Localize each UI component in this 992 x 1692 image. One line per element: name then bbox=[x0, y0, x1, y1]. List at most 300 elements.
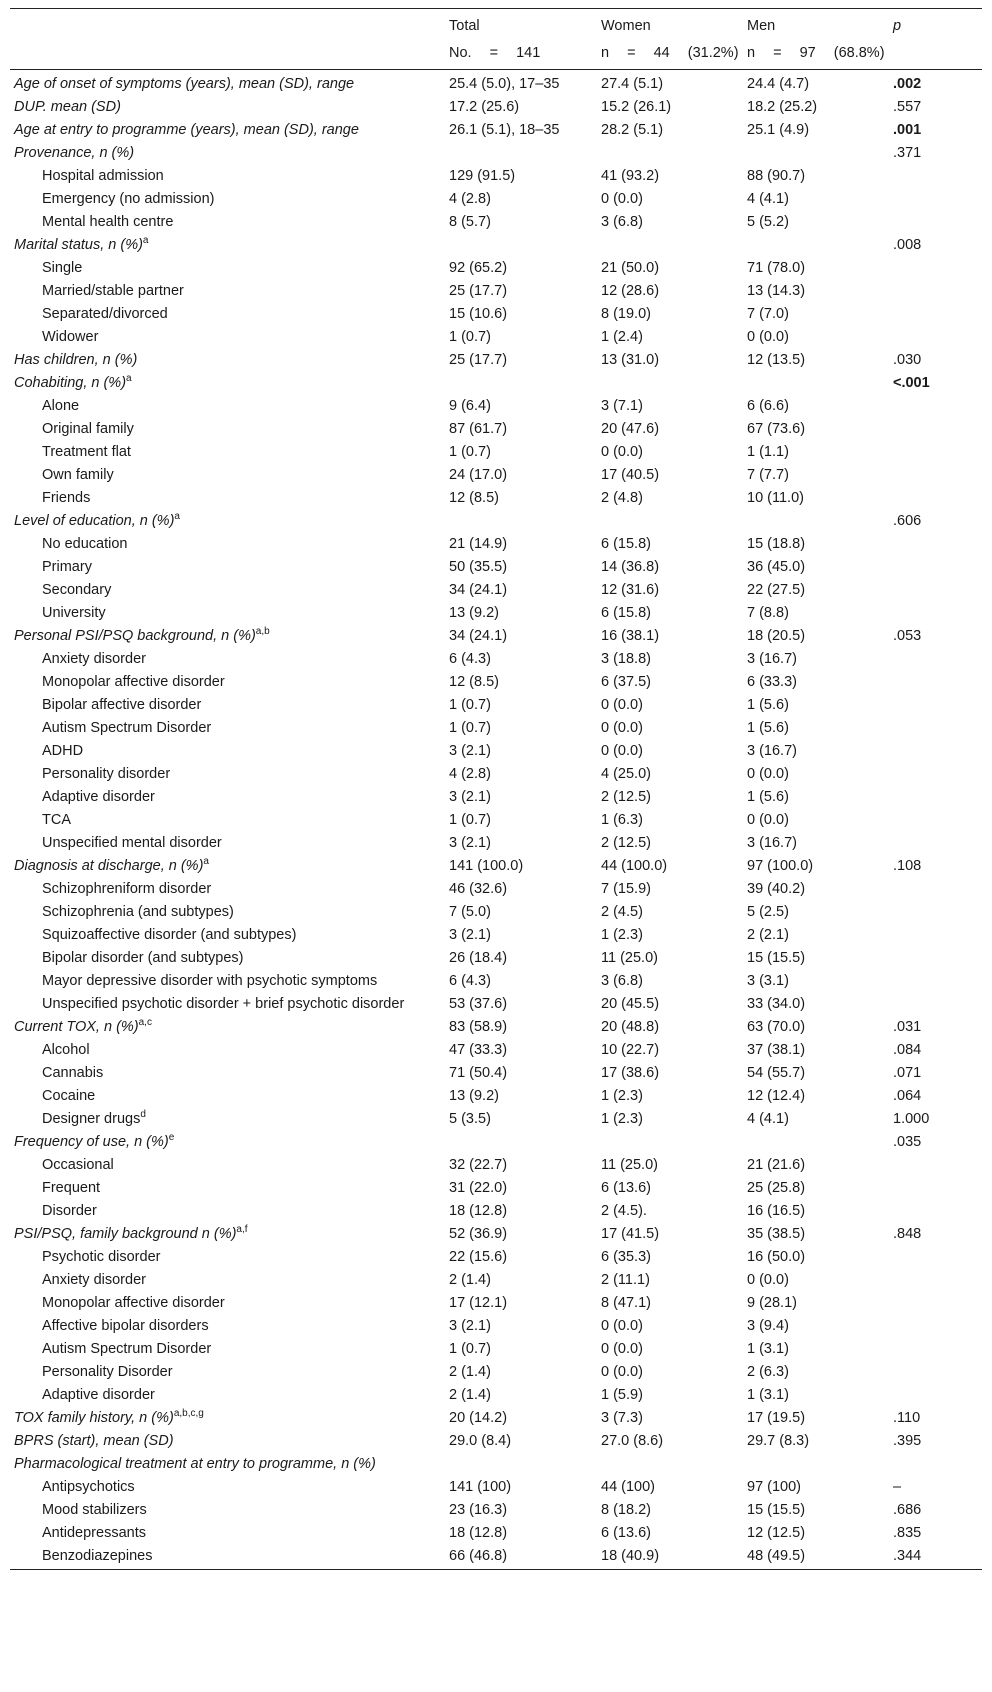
p-value: <.001 bbox=[893, 375, 930, 391]
row-label-text: Current TOX, n (%) bbox=[14, 1019, 139, 1035]
total-value: 1 (0.7) bbox=[449, 720, 491, 736]
row-label-text: Alone bbox=[42, 398, 80, 414]
total-value: 23 (16.3) bbox=[449, 1502, 508, 1518]
row-label-text: Benzodiazepines bbox=[42, 1548, 153, 1564]
count-cell-label bbox=[10, 36, 445, 70]
table-row bbox=[10, 257, 982, 280]
header-row-counts bbox=[10, 36, 982, 70]
total-value: 26.1 (5.1), 18–35 bbox=[449, 122, 560, 138]
table-row bbox=[10, 1085, 982, 1108]
men-value: 25.1 (4.9) bbox=[747, 122, 810, 138]
total-value: 141 (100.0) bbox=[449, 858, 524, 874]
women-value bbox=[597, 234, 743, 257]
header-row-columns bbox=[10, 9, 982, 37]
table-row bbox=[10, 878, 982, 901]
women-value: 44 (100.0) bbox=[601, 858, 668, 874]
men-value: 1 (5.6) bbox=[747, 720, 789, 736]
p-value bbox=[889, 211, 982, 234]
p-value bbox=[889, 1154, 982, 1177]
row-label bbox=[10, 1269, 445, 1292]
men-value: 7 (7.0) bbox=[747, 306, 789, 322]
p-value bbox=[889, 947, 982, 970]
row-label-text: Psychotic disorder bbox=[42, 1249, 161, 1265]
p-value bbox=[889, 809, 982, 832]
row-label bbox=[10, 1108, 445, 1131]
women-value: 17 (41.5) bbox=[601, 1226, 660, 1242]
men-value: 15 (15.5) bbox=[747, 1502, 806, 1518]
row-label bbox=[10, 1246, 445, 1269]
row-label-text: Single bbox=[42, 260, 83, 276]
men-value: 54 (55.7) bbox=[747, 1065, 806, 1081]
table-row bbox=[10, 1177, 982, 1200]
row-label bbox=[10, 142, 445, 165]
row-label-text: Personal PSI/PSQ background, n (%) bbox=[14, 628, 256, 644]
women-value: 2 (12.5) bbox=[601, 835, 651, 851]
women-value: 41 (93.2) bbox=[601, 168, 660, 184]
row-label bbox=[10, 1292, 445, 1315]
women-value: 18 (40.9) bbox=[597, 1545, 743, 1570]
row-label bbox=[10, 96, 445, 119]
women-value: 6 (13.6) bbox=[601, 1525, 651, 1541]
row-label-text: Antipsychotics bbox=[42, 1479, 135, 1495]
men-value: 67 (73.6) bbox=[747, 421, 806, 437]
men-value: 18 (20.5) bbox=[747, 628, 806, 644]
total-value: 34 (24.1) bbox=[449, 628, 508, 644]
row-label-text: Schizophreniform disorder bbox=[42, 881, 212, 897]
row-label bbox=[10, 1062, 445, 1085]
row-label-text: Anxiety disorder bbox=[42, 1272, 146, 1288]
men-value: 71 (78.0) bbox=[747, 260, 806, 276]
row-label bbox=[10, 947, 445, 970]
table-row bbox=[10, 234, 982, 257]
women-value: 0 (0.0) bbox=[601, 444, 643, 460]
total-value: 83 (58.9) bbox=[449, 1019, 508, 1035]
row-label-text: Autism Spectrum Disorder bbox=[42, 1341, 212, 1357]
row-label-text: Mood stabilizers bbox=[42, 1502, 147, 1518]
footnote-marker: a,f bbox=[236, 1224, 248, 1236]
p-value bbox=[889, 257, 982, 280]
women-value: 28.2 (5.1) bbox=[601, 122, 664, 138]
p-value: .002 bbox=[893, 76, 922, 92]
table-row bbox=[10, 970, 982, 993]
row-label bbox=[10, 878, 445, 901]
p-value: .064 bbox=[893, 1088, 922, 1104]
men-value: 6 (33.3) bbox=[747, 674, 797, 690]
row-label-text: Unspecified psychotic disorder + brief psychotic disorder bbox=[42, 996, 405, 1012]
row-label-text: Emergency (no admission) bbox=[42, 191, 215, 207]
total-value: 12 (8.5) bbox=[449, 490, 499, 506]
men-value: 39 (40.2) bbox=[747, 881, 806, 897]
row-label-text: Personality disorder bbox=[42, 766, 171, 782]
women-value: 17 (40.5) bbox=[601, 467, 660, 483]
women-value: 1 (2.3) bbox=[601, 1111, 643, 1127]
p-value: .053 bbox=[893, 628, 922, 644]
total-value: 17 (12.1) bbox=[449, 1295, 508, 1311]
count-cell-total: No. = 141 bbox=[445, 36, 597, 70]
row-label bbox=[10, 1131, 445, 1154]
row-label bbox=[10, 165, 445, 188]
men-value: 0 (0.0) bbox=[747, 1272, 789, 1288]
row-label bbox=[10, 1361, 445, 1384]
row-label bbox=[10, 326, 445, 349]
header-cell-label bbox=[10, 9, 445, 37]
women-value bbox=[597, 372, 743, 395]
table-row bbox=[10, 1338, 982, 1361]
row-label-text: Pharmacological treatment at entry to programme, n (%) bbox=[14, 1456, 376, 1472]
men-value: 24.4 (4.7) bbox=[747, 76, 810, 92]
men-value: 12 (12.5) bbox=[747, 1525, 806, 1541]
men-value: 3 (16.7) bbox=[747, 835, 797, 851]
table-row bbox=[10, 809, 982, 832]
table-row bbox=[10, 1039, 982, 1062]
total-value: 24 (17.0) bbox=[449, 467, 508, 483]
total-value: 1 (0.7) bbox=[449, 444, 491, 460]
table-row bbox=[10, 326, 982, 349]
row-label bbox=[10, 257, 445, 280]
row-label-text: Squizoaffective disorder (and subtypes) bbox=[42, 927, 297, 943]
women-value: 4 (25.0) bbox=[601, 766, 651, 782]
table-row bbox=[10, 165, 982, 188]
p-value bbox=[889, 924, 982, 947]
row-label-text: Age of onset of symptoms (years), mean (SD), range bbox=[14, 76, 355, 92]
men-value: 35 (38.5) bbox=[747, 1226, 806, 1242]
p-value bbox=[889, 763, 982, 786]
row-label bbox=[10, 740, 445, 763]
row-label-text: ADHD bbox=[42, 743, 84, 759]
table-row bbox=[10, 1223, 982, 1246]
row-label bbox=[10, 694, 445, 717]
row-label-text: BPRS (start), mean (SD) bbox=[14, 1433, 174, 1449]
row-label bbox=[10, 648, 445, 671]
total-value: 4 (2.8) bbox=[449, 191, 491, 207]
women-value: 16 (38.1) bbox=[601, 628, 660, 644]
men-value: 1 (1.1) bbox=[747, 444, 789, 460]
row-label-text: PSI/PSQ, family background n (%) bbox=[14, 1226, 237, 1242]
total-value: 15 (10.6) bbox=[449, 306, 508, 322]
row-label-text: TCA bbox=[42, 812, 71, 828]
p-value bbox=[889, 165, 982, 188]
p-value: .001 bbox=[893, 122, 922, 138]
row-label bbox=[10, 1039, 445, 1062]
p-value bbox=[889, 326, 982, 349]
table-row bbox=[10, 303, 982, 326]
row-label bbox=[10, 970, 445, 993]
row-label-text: Cannabis bbox=[42, 1065, 104, 1081]
row-label bbox=[10, 119, 445, 142]
men-value bbox=[743, 510, 889, 533]
row-label-text: Hospital admission bbox=[42, 168, 164, 184]
row-label bbox=[10, 901, 445, 924]
table-row bbox=[10, 602, 982, 625]
row-label bbox=[10, 579, 445, 602]
total-value: 47 (33.3) bbox=[449, 1042, 508, 1058]
total-value bbox=[445, 1131, 597, 1154]
row-label bbox=[10, 464, 445, 487]
row-label-text: Marital status, n (%) bbox=[14, 237, 143, 253]
table-row bbox=[10, 280, 982, 303]
count-cell-p bbox=[889, 36, 982, 70]
row-label bbox=[10, 1315, 445, 1338]
row-label bbox=[10, 1085, 445, 1108]
women-value: 20 (45.5) bbox=[601, 996, 660, 1012]
table-row bbox=[10, 924, 982, 947]
total-value bbox=[445, 234, 597, 257]
total-value: 32 (22.7) bbox=[449, 1157, 508, 1173]
total-value: 1 (0.7) bbox=[449, 1341, 491, 1357]
women-value: 13 (31.0) bbox=[601, 352, 660, 368]
women-value: 20 (47.6) bbox=[601, 421, 660, 437]
women-value: 3 (18.8) bbox=[601, 651, 651, 667]
table-row bbox=[10, 441, 982, 464]
men-value: 21 (21.6) bbox=[747, 1157, 806, 1173]
row-label-text: Occasional bbox=[42, 1157, 114, 1173]
table-row bbox=[10, 487, 982, 510]
women-value: 0 (0.0) bbox=[601, 1318, 643, 1334]
men-value: 88 (90.7) bbox=[747, 168, 806, 184]
p-value bbox=[889, 1453, 982, 1476]
row-label bbox=[10, 234, 445, 257]
footnote-marker: a bbox=[126, 373, 132, 385]
table-row bbox=[10, 211, 982, 234]
women-value: 3 (7.3) bbox=[601, 1410, 643, 1426]
women-value: 11 (25.0) bbox=[601, 950, 658, 966]
row-label bbox=[10, 832, 445, 855]
total-value: 8 (5.7) bbox=[449, 214, 491, 230]
table-row bbox=[10, 142, 982, 165]
men-value: 4 (4.1) bbox=[747, 191, 789, 207]
men-value: 4 (4.1) bbox=[747, 1111, 789, 1127]
women-value: 2 (4.5). bbox=[601, 1203, 647, 1219]
p-value bbox=[889, 671, 982, 694]
p-value bbox=[889, 878, 982, 901]
women-value: 3 (6.8) bbox=[601, 214, 643, 230]
women-value bbox=[597, 142, 743, 165]
women-value: 0 (0.0) bbox=[601, 720, 643, 736]
row-label-text: Adaptive disorder bbox=[42, 1387, 155, 1403]
women-value: 1 (2.3) bbox=[601, 927, 643, 943]
men-value: 0 (0.0) bbox=[747, 766, 789, 782]
p-value: .110 bbox=[893, 1410, 921, 1426]
women-value: 2 (4.8) bbox=[601, 490, 643, 506]
table-row bbox=[10, 625, 982, 648]
women-value: 8 (19.0) bbox=[601, 306, 651, 322]
row-label bbox=[10, 487, 445, 510]
women-value: 6 (13.6) bbox=[601, 1180, 651, 1196]
row-label-text: Primary bbox=[42, 559, 92, 575]
table-row bbox=[10, 947, 982, 970]
footnote-marker: a bbox=[142, 235, 149, 247]
p-value: .030 bbox=[893, 352, 922, 368]
men-value: 0 (0.0) bbox=[747, 812, 789, 828]
row-label-text: Anxiety disorder bbox=[42, 651, 146, 667]
men-value: 29.7 (8.3) bbox=[747, 1433, 810, 1449]
row-label-text: Provenance, n (%) bbox=[14, 145, 135, 161]
row-label-text: No education bbox=[42, 536, 128, 552]
p-value bbox=[889, 556, 982, 579]
row-label bbox=[10, 1499, 445, 1522]
men-value: 12 (13.5) bbox=[747, 352, 806, 368]
men-value: 18.2 (25.2) bbox=[747, 99, 818, 115]
p-value bbox=[889, 993, 982, 1016]
table-row bbox=[10, 1131, 982, 1154]
row-label bbox=[10, 280, 445, 303]
row-label bbox=[10, 924, 445, 947]
row-label bbox=[10, 786, 445, 809]
p-value bbox=[889, 648, 982, 671]
p-value bbox=[889, 970, 982, 993]
total-value: 3 (2.1) bbox=[449, 927, 491, 943]
total-value: 1 (0.7) bbox=[449, 812, 491, 828]
p-value bbox=[889, 717, 982, 740]
row-label bbox=[10, 349, 445, 372]
women-value: 2 (12.5) bbox=[601, 789, 651, 805]
row-label bbox=[10, 1384, 445, 1407]
women-value: 2 (4.5) bbox=[601, 904, 643, 920]
row-label bbox=[10, 1545, 445, 1570]
table-row bbox=[10, 1361, 982, 1384]
total-value: 25 (17.7) bbox=[449, 352, 508, 368]
row-label-text: DUP. mean (SD) bbox=[14, 99, 121, 115]
men-value: 6 (6.6) bbox=[747, 398, 789, 414]
women-value: 12 (31.6) bbox=[601, 582, 660, 598]
footnote-marker: a,c bbox=[138, 1017, 152, 1029]
row-label-text: Level of education, n (%) bbox=[14, 513, 175, 529]
total-value bbox=[445, 510, 597, 533]
p-value bbox=[889, 602, 982, 625]
row-label-text: Own family bbox=[42, 467, 114, 483]
women-value: 21 (50.0) bbox=[601, 260, 660, 276]
women-value: 6 (15.8) bbox=[601, 536, 651, 552]
row-label bbox=[10, 993, 445, 1016]
total-value: 6 (4.3) bbox=[449, 651, 491, 667]
row-label-text: Schizophrenia (and subtypes) bbox=[42, 904, 234, 920]
row-label bbox=[10, 441, 445, 464]
men-value: 7 (7.7) bbox=[747, 467, 789, 483]
women-value: 2 (11.1) bbox=[601, 1272, 650, 1288]
women-value: 3 (6.8) bbox=[601, 973, 643, 989]
total-value: 34 (24.1) bbox=[449, 582, 508, 598]
row-label bbox=[10, 556, 445, 579]
p-value bbox=[889, 1200, 982, 1223]
men-value: 2 (6.3) bbox=[747, 1364, 789, 1380]
total-value bbox=[445, 1453, 597, 1476]
men-value bbox=[743, 1131, 889, 1154]
table-row bbox=[10, 119, 982, 142]
row-label-text: Affective bipolar disorders bbox=[42, 1318, 209, 1334]
total-value bbox=[445, 142, 597, 165]
characteristics-table bbox=[10, 8, 982, 1570]
table-row bbox=[10, 1384, 982, 1407]
table-row bbox=[10, 901, 982, 924]
p-value bbox=[889, 418, 982, 441]
women-value: 1 (2.3) bbox=[601, 1088, 643, 1104]
p-value bbox=[889, 694, 982, 717]
men-value: 3 (16.7) bbox=[747, 651, 797, 667]
p-value bbox=[889, 740, 982, 763]
row-label bbox=[10, 211, 445, 234]
total-value: 2 (1.4) bbox=[449, 1387, 491, 1403]
p-value bbox=[889, 188, 982, 211]
row-label-text: Antidepressants bbox=[42, 1525, 146, 1541]
table-row bbox=[10, 579, 982, 602]
total-value: 9 (6.4) bbox=[449, 398, 491, 414]
p-value bbox=[889, 441, 982, 464]
header-cell-total: Total bbox=[449, 18, 480, 34]
table-row bbox=[10, 1499, 982, 1522]
row-label-text: Friends bbox=[42, 490, 91, 506]
p-value: .071 bbox=[893, 1065, 922, 1081]
table-row bbox=[10, 510, 982, 533]
footnote-marker: d bbox=[140, 1109, 146, 1121]
men-value: 97 (100) bbox=[747, 1479, 802, 1495]
row-label-text: Bipolar affective disorder bbox=[42, 697, 202, 713]
women-value: 6 (15.8) bbox=[601, 605, 651, 621]
table-row bbox=[10, 464, 982, 487]
p-value: .606 bbox=[893, 513, 922, 529]
total-value: 26 (18.4) bbox=[449, 950, 508, 966]
men-value: 13 (14.3) bbox=[747, 283, 806, 299]
row-label bbox=[10, 1476, 445, 1499]
total-value: 3 (2.1) bbox=[449, 835, 491, 851]
table-row bbox=[10, 832, 982, 855]
p-value bbox=[889, 464, 982, 487]
table-row bbox=[10, 1407, 982, 1430]
row-label-text: Cocaine bbox=[42, 1088, 96, 1104]
row-label bbox=[10, 372, 445, 395]
p-value: – bbox=[893, 1479, 902, 1495]
row-label bbox=[10, 1407, 445, 1430]
total-value: 3 (2.1) bbox=[449, 789, 491, 805]
table-row bbox=[10, 1522, 982, 1545]
p-value: .008 bbox=[893, 237, 922, 253]
table-row bbox=[10, 70, 982, 97]
table-header bbox=[10, 9, 982, 70]
men-value: 10 (11.0) bbox=[747, 490, 804, 506]
row-label-text: Treatment flat bbox=[42, 444, 131, 460]
women-value: 8 (47.1) bbox=[601, 1295, 651, 1311]
table-row bbox=[10, 1292, 982, 1315]
total-value: 129 (91.5) bbox=[449, 168, 516, 184]
men-value bbox=[743, 142, 889, 165]
p-value bbox=[889, 1315, 982, 1338]
women-value: 27.0 (8.6) bbox=[601, 1433, 664, 1449]
table-row bbox=[10, 717, 982, 740]
men-value: 33 (34.0) bbox=[747, 996, 806, 1012]
total-value: 13 (9.2) bbox=[449, 1088, 499, 1104]
women-value: 8 (18.2) bbox=[601, 1502, 651, 1518]
row-label-text: Mental health centre bbox=[42, 214, 174, 230]
row-label-text: Mayor depressive disorder with psychotic symptoms bbox=[42, 973, 378, 989]
total-value: 3 (2.1) bbox=[449, 743, 491, 759]
table-row bbox=[10, 1315, 982, 1338]
p-value: .031 bbox=[893, 1019, 922, 1035]
total-value: 18 (12.8) bbox=[449, 1525, 508, 1541]
men-value: 16 (16.5) bbox=[747, 1203, 806, 1219]
women-value: 20 (48.8) bbox=[601, 1019, 660, 1035]
table-row bbox=[10, 648, 982, 671]
table-row bbox=[10, 740, 982, 763]
table-row bbox=[10, 188, 982, 211]
p-value: .108 bbox=[893, 858, 922, 874]
row-label bbox=[10, 533, 445, 556]
row-label-text: Cohabiting, n (%) bbox=[14, 375, 127, 391]
p-value: .848 bbox=[893, 1226, 922, 1242]
total-value: 1 (0.7) bbox=[449, 697, 491, 713]
row-label-text: Age at entry to programme (years), mean (SD), range bbox=[14, 122, 359, 138]
row-label bbox=[10, 717, 445, 740]
table-row bbox=[10, 1453, 982, 1476]
row-label bbox=[10, 1453, 445, 1476]
